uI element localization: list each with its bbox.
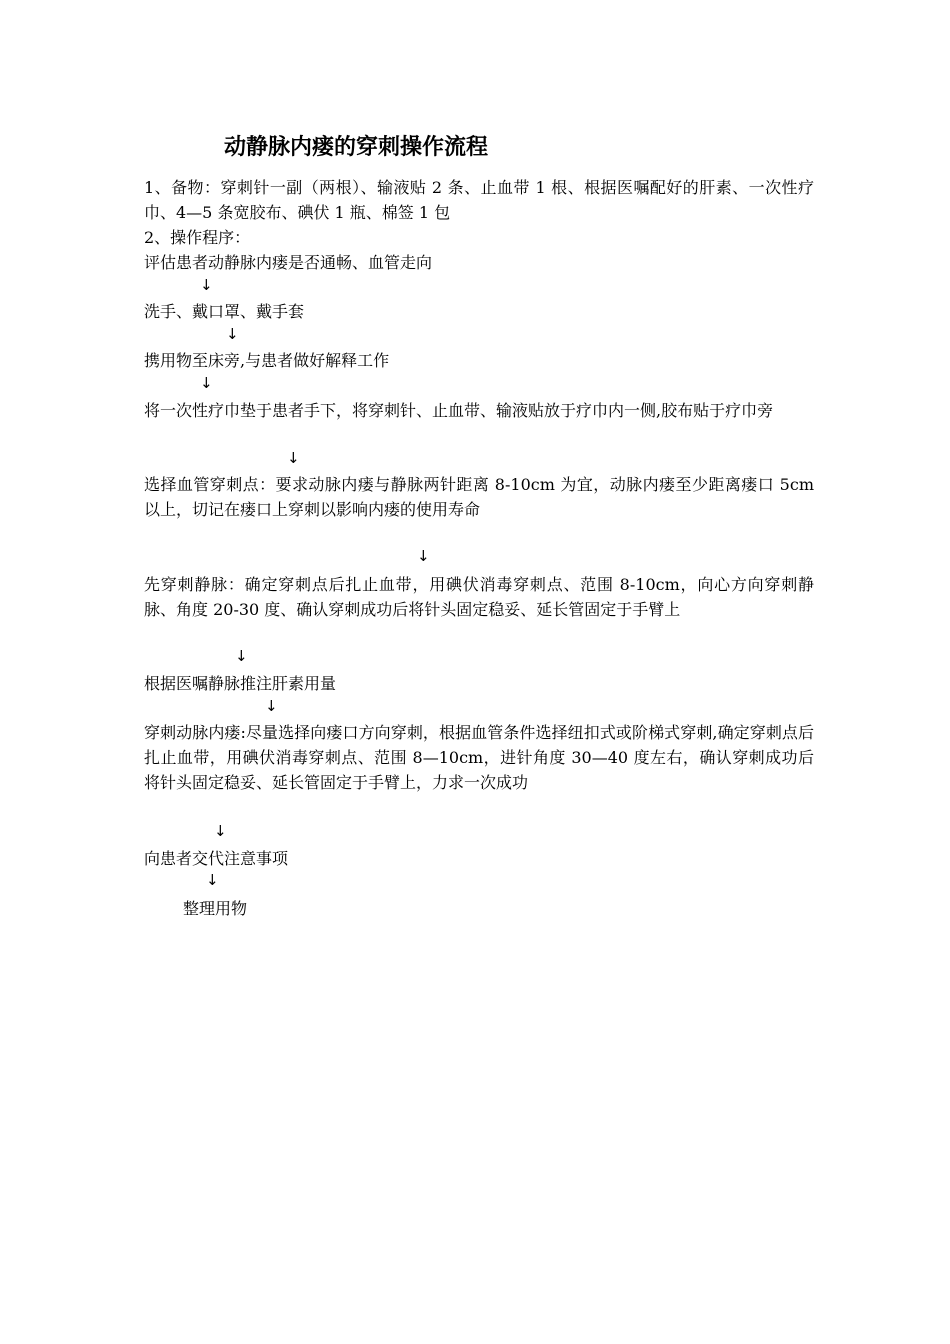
flow-arrow-down: ↓ (200, 374, 213, 392)
step-select-puncture-site: 选择血管穿刺点：要求动脉内瘘与静脉两针距离 8-10cm 为宜，动脉内瘘至少距离瘘口 5cm 以上，切记在瘘口上穿刺以影响内瘘的使用寿命 (144, 475, 814, 519)
step-tidy-up: 整理用物 (183, 899, 248, 918)
flow-arrow-down: ↓ (226, 325, 239, 343)
procedure-heading: 2、操作程序： (144, 228, 251, 247)
step-puncture-vein: 先穿刺静脉：确定穿刺点后扎止血带，用碘伏消毒穿刺点、范围 8-10cm，向心方向穿刺静脉、角度 20-30 度、确认穿刺成功后将针头固定稳妥、延长管固定于手臂上 (144, 575, 814, 619)
step-puncture-artery: 穿刺动脉内瘘:尽量选择向瘘口方向穿刺，根据血管条件选择纽扣式或阶梯式穿刺,确定穿刺点后扎止血带，用碘伏消毒穿刺点、范围 8—10cm，进针角度 30—40 度左右，确认穿刺成功后将针头固定稳妥、延长管固定于手臂上，力求一次成功 (144, 723, 814, 792)
flow-arrow-down: ↓ (200, 276, 213, 294)
document-title: 动静脉内瘘的穿刺操作流程 (224, 135, 489, 160)
flow-arrow-down: ↓ (417, 547, 430, 565)
supplies-paragraph: 1、备物：穿刺针一副（两根）、输液贴 2 条、止血带 1 根、根据医嘱配好的肝素、一次性疗巾、4—5 条宽胶布、碘伏 1 瓶、棉签 1 包 (144, 178, 814, 222)
flow-arrow-down: ↓ (287, 449, 300, 467)
flow-arrow-down: ↓ (235, 647, 248, 665)
step-assess-fistula: 评估患者动静脉内瘘是否通畅、血管走向 (144, 253, 433, 272)
flow-arrow-down: ↓ (265, 697, 278, 715)
flow-arrow-down: ↓ (214, 822, 227, 840)
flow-arrow-down: ↓ (206, 871, 219, 889)
step-prepare-towel: 将一次性疗巾垫于患者手下，将穿刺针、止血带、输液贴放于疗巾内一侧,胶布贴于疗巾旁 (144, 401, 774, 420)
step-hand-hygiene: 洗手、戴口罩、戴手套 (144, 302, 305, 321)
step-inject-heparin: 根据医嘱静脉推注肝素用量 (144, 674, 337, 693)
step-inform-patient: 向患者交代注意事项 (144, 849, 289, 868)
step-explain-to-patient: 携用物至床旁,与患者做好解释工作 (144, 351, 390, 370)
